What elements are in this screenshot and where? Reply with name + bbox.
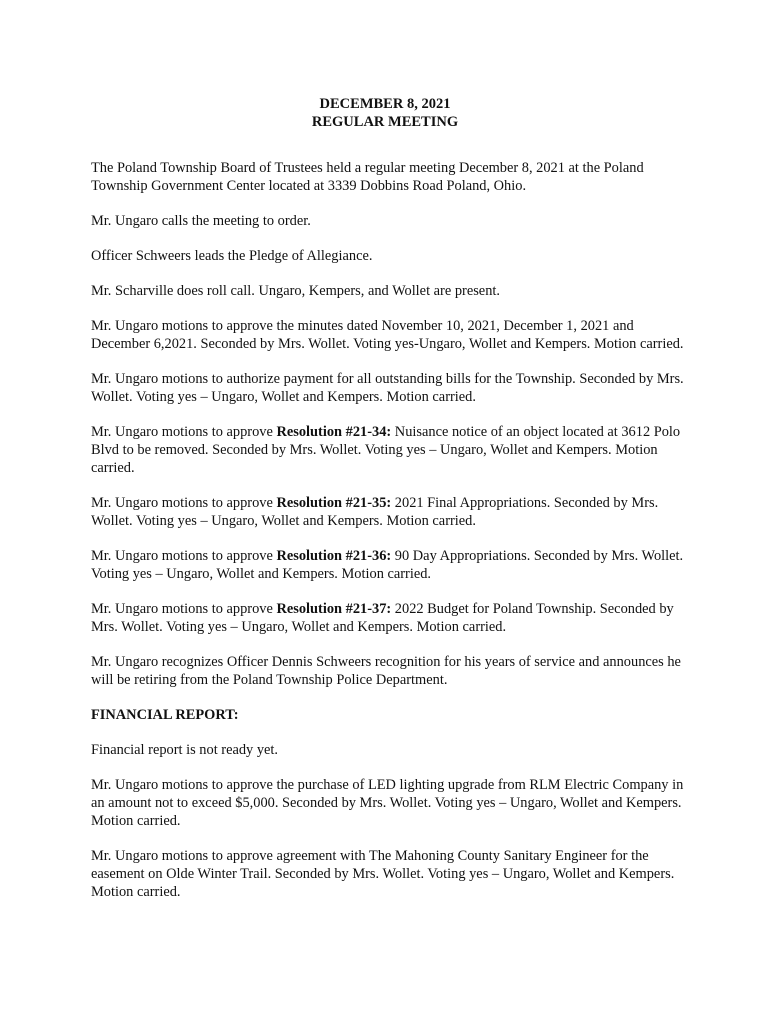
resolution-number: Resolution #21-34: (276, 424, 392, 440)
meeting-date-heading: DECEMBER 8, 2021 (319, 96, 451, 112)
resolution-21-35-paragraph (91, 494, 691, 530)
financial-report-paragraph: Financial report is not ready yet. (91, 742, 279, 758)
recognition-paragraph: Mr. Ungaro recognizes Officer Dennis Schweers recognition for his years of service and announces he will be retiring from the Poland Township Police Department. (91, 654, 681, 688)
motion-text: 2022 Budget for Poland Township. Seconded by Mrs. Wollet. Voting yes – Ungaro, Wollet and Kempers. Motion carried. (91, 601, 674, 635)
resolution-number: Resolution #21-36: (276, 548, 392, 564)
easement-paragraph: Mr. Ungaro motions to approve agreement with The Mahoning County Sanitary Engineer for the easement on Olde Winter Trail. Seconded by Mrs. Wollet. Voting yes – Ungaro, Wollet and Kempers. Motion carried. (91, 848, 675, 900)
resolution-21-36-paragraph (91, 547, 691, 583)
resolution-21-34-paragraph (91, 423, 691, 477)
meeting-type-heading: REGULAR MEETING (311, 114, 459, 130)
resolution-number: Resolution #21-35: (276, 495, 392, 511)
motion-text: 2021 Final Appropriations. Seconded by Mrs. Wollet. Voting yes – Ungaro, Wollet and Kempers. Motion carried. (91, 495, 659, 529)
minutes-approval-paragraph: Mr. Ungaro motions to approve the minutes dated November 10, 2021, December 1, 2021 and December 6,2021. Seconded by Mrs. Wollet. Voting yes-Ungaro, Wollet and Kempers. Motion carried. (91, 318, 684, 352)
financial-report-heading: FINANCIAL REPORT: (91, 707, 239, 723)
minutes-body (91, 159, 691, 918)
resolution-21-37-paragraph (91, 600, 691, 636)
intro-paragraph: The Poland Township Board of Trustees held a regular meeting December 8, 2021 at the Poland Township Government Center located at 3339 Dobbins Road Poland, Ohio. (91, 160, 644, 194)
motion-text: 90 Day Appropriations. Seconded by Mrs. Wollet. Voting yes – Ungaro, Wollet and Kempers. Motion carried. (91, 548, 684, 582)
roll-call-paragraph: Mr. Scharville does roll call. Ungaro, Kempers, and Wollet are present. (91, 283, 500, 299)
call-to-order-paragraph: Mr. Ungaro calls the meeting to order. (91, 213, 311, 229)
pledge-paragraph: Officer Schweers leads the Pledge of Allegiance. (91, 248, 373, 264)
led-lighting-paragraph: Mr. Ungaro motions to approve the purchase of LED lighting upgrade from RLM Electric Company in an amount not to exceed $5,000. Seconded by Mrs. Wollet. Voting yes – Ungaro, Wollet and Kempers. Motion carried. (91, 777, 684, 829)
bills-payment-paragraph: Mr. Ungaro motions to authorize payment for all outstanding bills for the Township. Seconded by Mrs. Wollet. Voting yes – Ungaro, Wollet and Kempers. Motion carried. (91, 371, 684, 405)
motion-text: Mr. Ungaro motions to approve (91, 495, 277, 511)
motion-text: Nuisance notice of an object located at 3612 Polo Blvd to be removed. Seconded by Mrs. Wollet. Voting yes – Ungaro, Wollet and Kempers. Motion carried. (91, 424, 681, 476)
motion-text: Mr. Ungaro motions to approve (91, 548, 277, 564)
resolution-number: Resolution #21-37: (276, 601, 392, 617)
motion-text: Mr. Ungaro motions to approve (91, 424, 277, 440)
motion-text: Mr. Ungaro motions to approve (91, 601, 277, 617)
